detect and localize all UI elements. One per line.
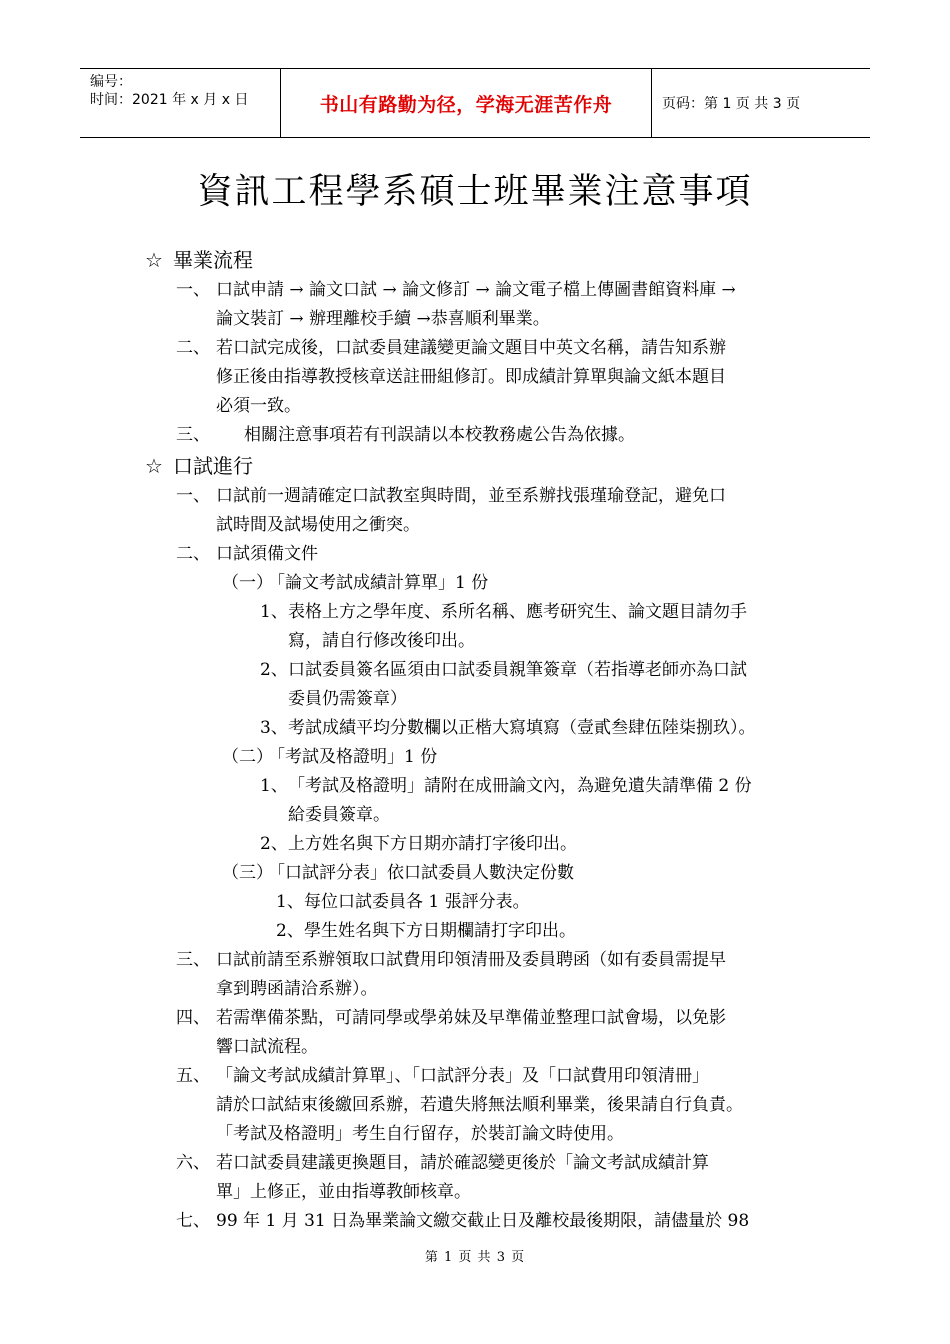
list-item-text — [216, 540, 318, 569]
star-icon: ☆ — [145, 454, 163, 478]
list-item — [0, 859, 950, 888]
list-item-number: （二） — [222, 747, 273, 767]
code-label: 编号： — [90, 74, 132, 90]
list-item — [0, 772, 950, 830]
list-item-text — [216, 1207, 749, 1236]
list-item-number: 一、 — [176, 486, 210, 506]
text-line: 拿到聘函請洽系辦）。 — [216, 979, 378, 999]
header-meta — [80, 69, 280, 137]
list-item-number: 六、 — [176, 1153, 210, 1173]
list-item-number: 二、 — [176, 338, 210, 358]
section-heading — [145, 244, 950, 276]
list-item-text — [288, 656, 747, 714]
list-item — [0, 540, 950, 569]
list-item — [0, 598, 950, 656]
list-item — [0, 482, 950, 540]
list-item-text — [216, 1004, 726, 1062]
list-item-number: 1、 — [276, 892, 304, 912]
list-item — [0, 743, 950, 772]
text-line: 論文裝訂 → 辦理離校手續 →恭喜順利畢業。 — [216, 309, 550, 329]
text-line: 口試委員簽名區須由口試委員親筆簽章（若指導老師亦為口試 — [288, 660, 747, 680]
list-item-number: （一） — [222, 573, 273, 593]
list-item-number: 2、 — [260, 834, 288, 854]
list-item-text — [268, 569, 488, 598]
page-info-text: 页码：第 1 页 共 3 页 — [662, 96, 801, 112]
list-item-number: 2、 — [276, 921, 304, 941]
list-item-number: 四、 — [176, 1008, 210, 1028]
text-line: 試時間及試場使用之衝突。 — [216, 515, 420, 535]
text-line: 「考試及格證明」1 份 — [268, 747, 438, 767]
list-item-text — [216, 946, 726, 1004]
list-item-text — [288, 772, 752, 830]
motto-text: 书山有路勤为径，学海无涯苦作舟 — [319, 93, 613, 116]
list-item — [0, 1004, 950, 1062]
list-item-text — [288, 598, 747, 656]
list-item-text — [304, 917, 576, 946]
list-item-text — [288, 714, 756, 743]
document-header — [80, 68, 870, 138]
list-item-text — [216, 334, 726, 421]
list-item-number: 一、 — [176, 280, 210, 300]
list-item — [0, 888, 950, 917]
list-item-number: 五、 — [176, 1066, 210, 1086]
text-line: 請於口試結束後繳回系辦，若遺失將無法順利畢業，後果請自行負責。 — [216, 1095, 743, 1115]
list-item — [0, 946, 950, 1004]
text-line: 委員仍需簽章） — [288, 689, 407, 709]
text-line: 上方姓名與下方日期亦請打字後印出。 — [288, 834, 577, 854]
list-item-text — [244, 421, 635, 450]
list-item — [0, 276, 950, 334]
text-line: 「論文考試成績計算單」、「口試評分表」及「口試費用印領清冊」 — [216, 1066, 709, 1086]
text-line: 響口試流程。 — [216, 1037, 318, 1057]
text-line: 「考試及格證明」請附在成冊論文內，為避免遺失請準備 2 份 — [288, 776, 752, 796]
text-line: 若口試委員建議更換題目，請於確認變更後於「論文考試成績計算 — [216, 1153, 709, 1173]
text-line: 修正後由指導教授核章送註冊組修訂。即成績計算單與論文紙本題目 — [216, 367, 726, 387]
text-line: 考試成績平均分數欄以正楷大寫填寫（壹貳叁肆伍陸柒捌玖）。 — [288, 718, 756, 738]
list-item-text — [216, 1062, 743, 1149]
text-line: 相關注意事項若有刊誤請以本校教務處公告為依據。 — [244, 425, 635, 445]
list-item-number: 三、 — [176, 950, 210, 970]
text-line: 每位口試委員各 1 張評分表。 — [304, 892, 530, 912]
text-line: 「論文考試成績計算單」1 份 — [268, 573, 489, 593]
list-item-text — [268, 859, 574, 888]
list-item-text — [304, 888, 530, 917]
section-title: 口試進行 — [173, 454, 253, 478]
list-item-number: 3、 — [260, 718, 288, 738]
list-item — [0, 421, 950, 450]
header-motto-cell — [280, 69, 652, 137]
list-item-text — [288, 830, 577, 859]
text-line: 必須一致。 — [216, 396, 301, 416]
time-label: 时间：2021 年 x 月 x 日 — [90, 92, 249, 108]
section-heading — [145, 450, 950, 482]
text-line: 若口試完成後，口試委員建議變更論文題目中英文名稱，請告知系辦 — [216, 338, 726, 358]
text-line: 給委員簽章。 — [288, 805, 390, 825]
list-item-number: （三） — [222, 863, 273, 883]
text-line: 單」上修正，並由指導教師核章。 — [216, 1182, 471, 1202]
text-line: 口試前一週請確定口試教室與時間，並至系辦找張瑾瑜登記，避免口 — [216, 486, 726, 506]
header-page-info — [652, 69, 870, 137]
list-item — [0, 334, 950, 421]
list-item — [0, 656, 950, 714]
document-body — [0, 244, 950, 1236]
list-item — [0, 1062, 950, 1149]
text-line: 口試須備文件 — [216, 544, 318, 564]
list-item-text — [268, 743, 437, 772]
text-line: 寫，請自行修改後印出。 — [288, 631, 475, 651]
section-title: 畢業流程 — [173, 248, 253, 272]
list-item-number: 1、 — [260, 602, 288, 622]
list-item — [0, 917, 950, 946]
star-icon: ☆ — [145, 248, 163, 272]
text-line: 口試申請 → 論文口試 → 論文修訂 → 論文電子檔上傳圖書館資料庫 → — [216, 280, 736, 300]
text-line: 若需準備茶點，可請同學或學弟妹及早準備並整理口試會場，以免影 — [216, 1008, 726, 1028]
list-item — [0, 830, 950, 859]
text-line: 口試前請至系辦領取口試費用印領清冊及委員聘函（如有委員需提早 — [216, 950, 726, 970]
text-line: 表格上方之學年度、系所名稱、應考研究生、論文題目請勿手 — [288, 602, 747, 622]
list-item — [0, 569, 950, 598]
list-item — [0, 1149, 950, 1207]
list-item-number: 1、 — [260, 776, 288, 796]
page-title: 資訊工程學系碩士班畢業注意事項 — [197, 172, 753, 212]
text-line: 99 年 1 月 31 日為畢業論文繳交截止日及離校最後期限，請儘量於 98 — [216, 1211, 750, 1231]
list-item-text — [216, 276, 736, 334]
list-item-text — [216, 482, 726, 540]
text-line: 學生姓名與下方日期欄請打字印出。 — [304, 921, 576, 941]
text-line: 「口試評分表」依口試委員人數決定份數 — [268, 863, 574, 883]
list-item-number: 2、 — [260, 660, 288, 680]
list-item — [0, 714, 950, 743]
list-item — [0, 1207, 950, 1236]
page-footer: 第 1 页 共 3 页 — [424, 1250, 526, 1265]
list-item-number: 二、 — [176, 544, 210, 564]
list-item-number: 三、 — [176, 425, 210, 445]
text-line: 「考試及格證明」考生自行留存，於裝訂論文時使用。 — [216, 1124, 624, 1144]
list-item-text — [216, 1149, 709, 1207]
list-item-number: 七、 — [176, 1211, 210, 1231]
